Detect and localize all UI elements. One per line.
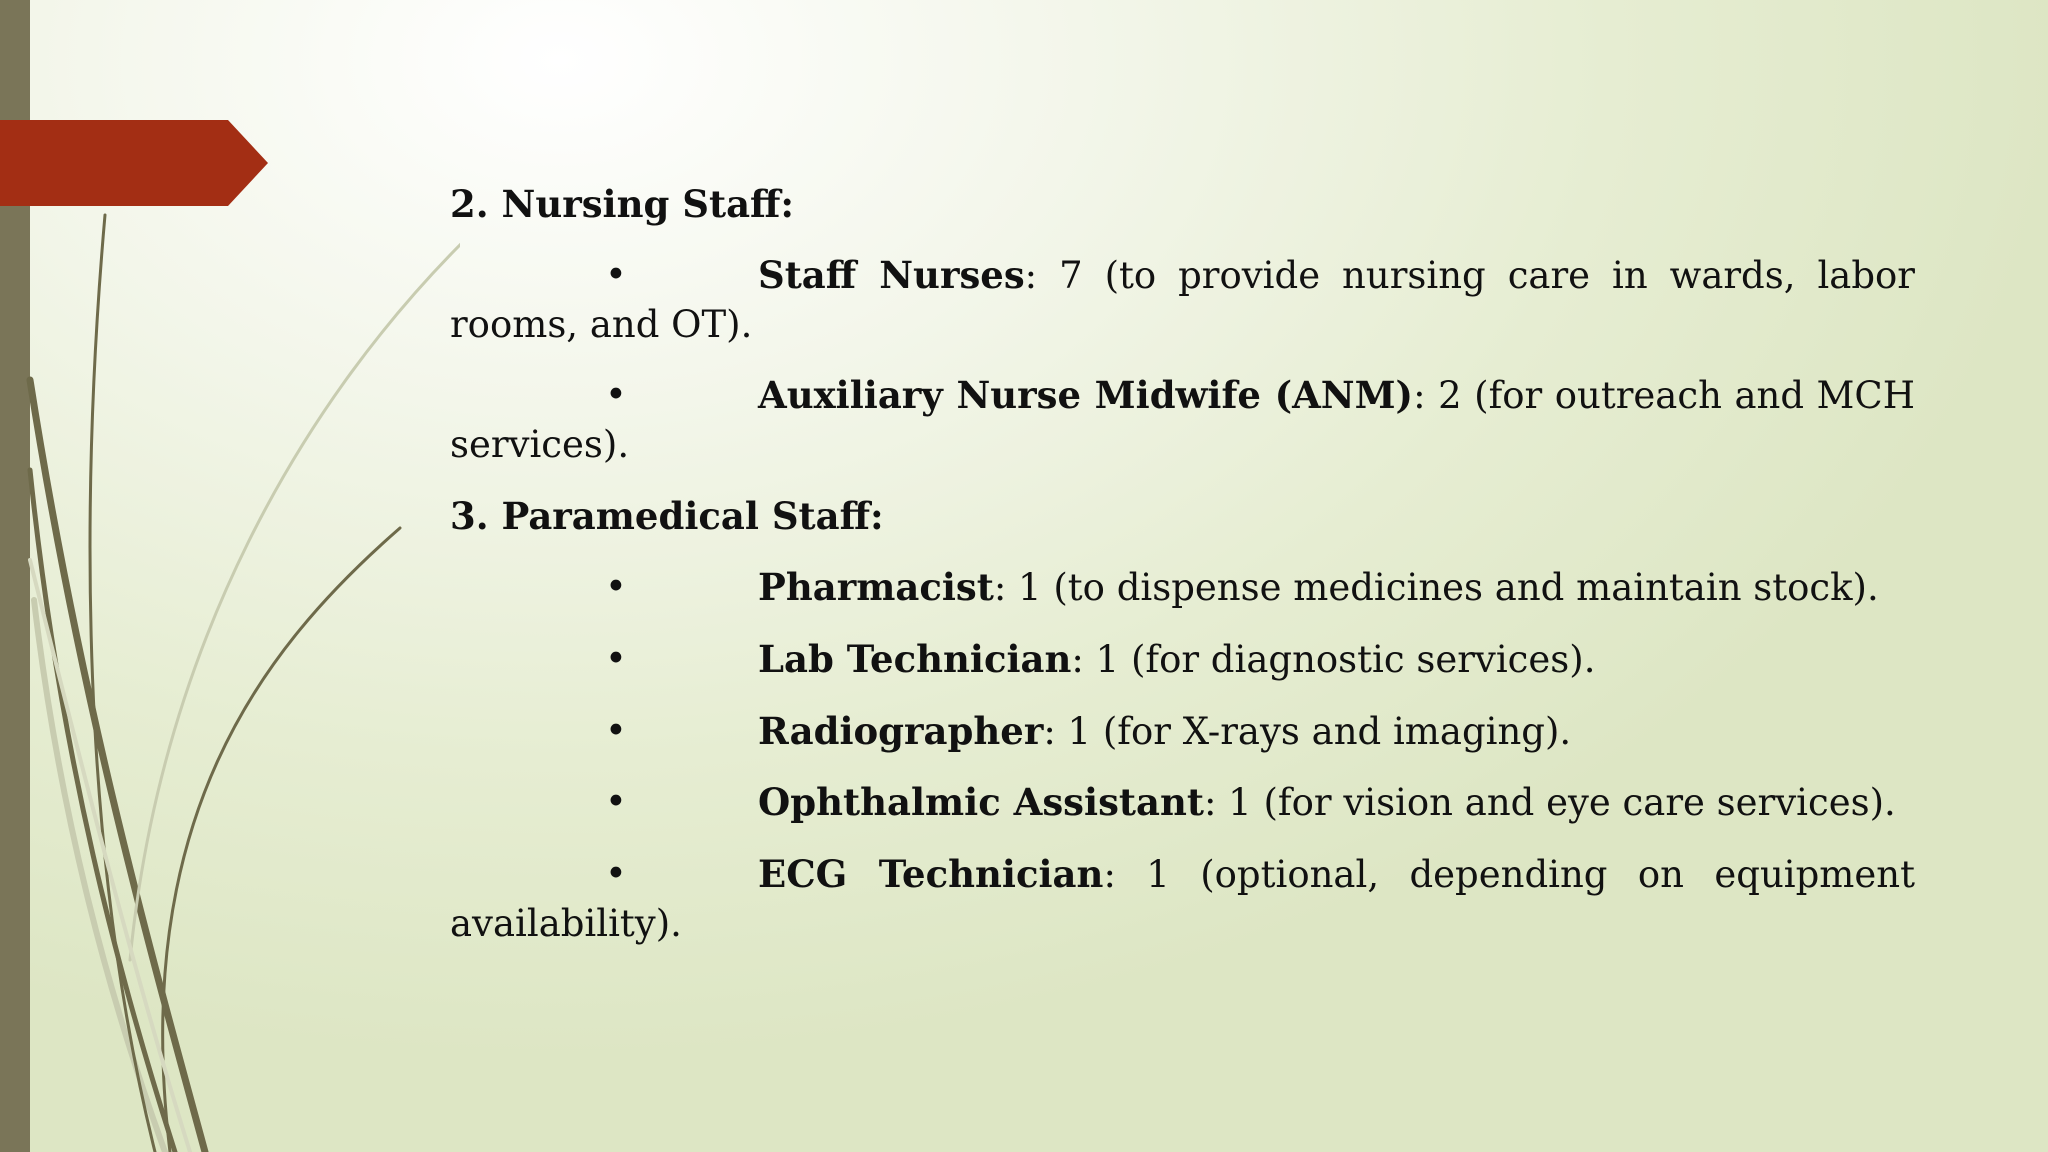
item-term: Pharmacist <box>758 564 994 609</box>
slide-content <box>450 180 1915 971</box>
item-text: : 2 (for outreach and MCH services). <box>450 374 1916 467</box>
bullet-icon: • <box>605 636 627 680</box>
item-term: Auxiliary Nurse Midwife (ANM) <box>758 373 1414 418</box>
item-text: : 7 (to provide nursing care in wards, labor rooms, and OT). <box>450 253 1915 346</box>
item-term: Ophthalmic Assistant <box>758 780 1204 825</box>
item-text: : 1 (optional, depending on equipment availability). <box>450 853 1915 946</box>
list-item-ecg-technician <box>450 850 1915 949</box>
item-term: Lab Technician <box>758 636 1072 681</box>
item-text: : 1 (to dispense medicines and maintain stock). <box>993 565 1879 609</box>
item-term: ECG Technician <box>758 852 1104 897</box>
item-term: Staff Nurses <box>758 252 1025 297</box>
bullet-icon: • <box>605 252 627 296</box>
item-text: : 1 (for diagnostic services). <box>1071 637 1596 681</box>
list-item-staff-nurses <box>450 251 1915 350</box>
section-heading-paramedical: 3. Paramedical Staff: <box>450 494 884 539</box>
bullet-icon: • <box>605 564 627 608</box>
list-item-ophthalmic-assistant <box>450 778 1915 828</box>
section-heading-nursing: 2. Nursing Staff: <box>450 182 795 226</box>
bullet-icon: • <box>605 708 627 752</box>
bullet-icon: • <box>605 852 627 896</box>
list-item-anm <box>450 371 1915 470</box>
arrow-banner <box>0 120 268 206</box>
item-text: : 1 (for vision and eye care services). <box>1203 781 1896 825</box>
list-item-radiographer <box>450 707 1915 757</box>
bullet-icon: • <box>605 780 627 824</box>
list-item-pharmacist <box>450 563 1915 613</box>
item-term: Radiographer <box>758 708 1044 753</box>
list-item-lab-technician <box>450 635 1915 685</box>
bullet-icon: • <box>605 373 627 417</box>
item-text: : 1 (for X-rays and imaging). <box>1043 709 1572 753</box>
